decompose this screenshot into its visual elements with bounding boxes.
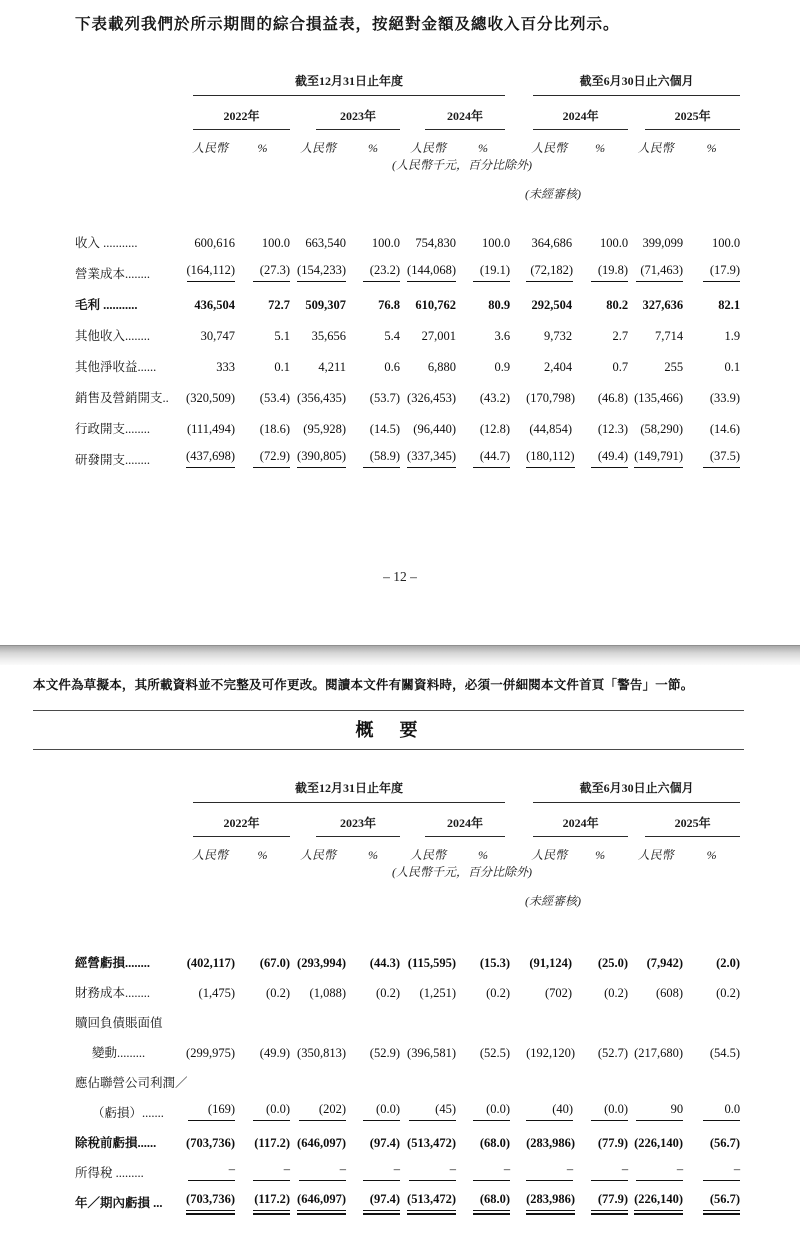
table-cell: (91,124): [529, 956, 573, 970]
table-cell: (96,440): [413, 422, 456, 436]
year-header: 2024年: [425, 814, 505, 837]
table-cell: (49.4): [572, 437, 628, 468]
table-row: [75, 62, 740, 96]
table-cell: (7,942): [646, 956, 684, 970]
table-cell: 754,830: [415, 236, 456, 250]
table-cell: –: [290, 1151, 346, 1181]
table-cell: (68.0): [479, 1136, 511, 1150]
table-cell: 5.4: [384, 329, 400, 343]
table-cell: (68.0): [456, 1181, 510, 1211]
table-row: [75, 837, 740, 863]
table-cell: (58.9): [346, 437, 400, 468]
year-header: 2024年: [425, 107, 505, 130]
table-cell: 2.7: [612, 329, 629, 343]
table-cell: (396,581): [407, 1046, 456, 1060]
row-label: 財務成本........: [75, 986, 151, 1000]
table-cell: (43.2): [479, 391, 511, 405]
year-header: 2022年: [193, 107, 290, 130]
income-statement-table: [75, 62, 740, 468]
table-cell: –: [628, 1151, 683, 1181]
table-cell: –: [346, 1151, 400, 1181]
table-row: [75, 769, 740, 803]
currency-header: 人民幣: [531, 141, 568, 155]
table-cell: (23.2): [346, 251, 400, 282]
table-cell: (17.9): [683, 251, 740, 282]
percent-header: %: [706, 141, 717, 155]
table-cell: 0.9: [494, 360, 511, 374]
year-header: 2025年: [645, 107, 740, 130]
row-label: 經營虧損........: [75, 956, 151, 970]
table-cell: 509,307: [305, 298, 346, 312]
financial-table-top: [75, 62, 740, 468]
page-number: – 12 –: [383, 569, 417, 584]
table-cell: (169): [185, 1091, 235, 1121]
column-group-header: 截至6月30日止六個月: [533, 72, 740, 96]
year-header: 2024年: [533, 107, 628, 130]
table-cell: (14.5): [369, 422, 400, 436]
table-cell: –: [400, 1151, 456, 1181]
table-cell: (52.9): [369, 1046, 400, 1060]
table-cell: (356,435): [297, 391, 346, 405]
column-group-header: 截至6月30日止六個月: [533, 779, 740, 803]
table-cell: (54.5): [709, 1046, 741, 1060]
table-cell: 35,656: [311, 329, 346, 343]
table-cell: (1,088): [309, 986, 346, 1000]
table-cell: 27,001: [421, 329, 456, 343]
column-group-header: 截至12月31日止年度: [193, 779, 505, 803]
table-cell: (19.8): [572, 251, 628, 282]
table-cell: (326,453): [407, 391, 456, 405]
table-row: [75, 375, 740, 406]
table-cell: (49.9): [259, 1046, 290, 1060]
table-cell: (703,736): [186, 1136, 235, 1150]
table-cell: (2.0): [716, 956, 741, 970]
table-cell: (45): [400, 1091, 456, 1121]
table-cell: (337,345): [400, 437, 456, 468]
table-row: [75, 437, 740, 468]
table-cell: (299,975): [186, 1046, 235, 1060]
table-cell: (608): [656, 986, 684, 1000]
table-cell: (111,494): [186, 422, 235, 436]
financial-table-bottom: [75, 769, 740, 1211]
table-cell: (0.0): [456, 1091, 510, 1121]
table-cell: 292,504: [531, 298, 573, 312]
percent-header: %: [257, 848, 268, 862]
table-cell: –: [572, 1151, 628, 1181]
row-label: 除稅前虧損......: [75, 1136, 157, 1150]
table-cell: (77.9): [597, 1136, 629, 1150]
currency-header: 人民幣: [191, 848, 228, 862]
table-cell: 100.0: [711, 236, 741, 250]
table-cell: (71,463): [628, 251, 683, 282]
table-cell: 436,504: [194, 298, 235, 312]
currency-header: 人民幣: [409, 848, 446, 862]
unaudited-note: (未經審核): [525, 187, 581, 201]
table-cell: 100.0: [261, 236, 290, 250]
table-cell: (97.4): [346, 1181, 400, 1211]
table-cell: (217,680): [634, 1046, 684, 1060]
table-cell: 1.9: [724, 329, 741, 343]
summary-loss-table: [75, 769, 740, 1211]
table-cell: –: [456, 1151, 510, 1181]
table-cell: 4,211: [318, 360, 346, 374]
table-cell: (283,986): [526, 1181, 572, 1211]
percent-header: %: [478, 141, 489, 155]
table-cell: (72,182): [526, 251, 572, 282]
unit-note: (人民幣千元，百分比除外): [392, 865, 532, 879]
table-cell: (95,928): [303, 422, 346, 436]
table-row: [75, 941, 740, 971]
unit-note: (人民幣千元，百分比除外): [392, 158, 532, 172]
percent-header: %: [595, 848, 606, 862]
title-top-rule: [33, 710, 744, 711]
percent-header: %: [257, 141, 268, 155]
table-cell: (53.4): [259, 391, 290, 405]
table-cell: (350,813): [297, 1046, 346, 1060]
column-group-header: 截至12月31日止年度: [193, 72, 505, 96]
section-title: 概 要: [355, 720, 422, 740]
table-row: [75, 220, 740, 251]
table-cell: (402,117): [186, 956, 235, 970]
table-row: [75, 1091, 740, 1121]
table-cell: (0.0): [235, 1091, 290, 1121]
table-cell: 82.1: [718, 298, 741, 312]
row-label: 收入 ...........: [75, 236, 138, 250]
table-cell: 100.0: [481, 236, 511, 250]
table-cell: (149,791): [628, 437, 683, 468]
table-cell: (320,509): [186, 391, 235, 405]
table-row: [75, 96, 740, 130]
table-cell: 610,762: [415, 298, 456, 312]
row-label: 行政開支........: [75, 422, 151, 436]
year-header: 2023年: [316, 107, 400, 130]
table-cell: (192,120): [526, 1046, 576, 1060]
table-cell: 100.0: [599, 236, 629, 250]
table-cell: (180,112): [526, 437, 572, 468]
table-cell: (0.2): [716, 986, 741, 1000]
table-cell: (202): [290, 1091, 346, 1121]
table-cell: (18.6): [259, 422, 290, 436]
table-row: [75, 1061, 740, 1091]
table-cell: (67.0): [259, 956, 290, 970]
table-cell: (703,736): [185, 1181, 235, 1211]
currency-header: 人民幣: [637, 141, 674, 155]
table-cell: 72.7: [268, 298, 290, 312]
year-header: 2025年: [645, 814, 740, 837]
table-cell: 30,747: [200, 329, 235, 343]
table-cell: (702): [545, 986, 573, 1000]
table-row: [75, 251, 740, 282]
page-break-divider: [0, 645, 800, 666]
table-cell: 600,616: [194, 236, 235, 250]
percent-header: %: [706, 848, 717, 862]
currency-header: 人民幣: [191, 141, 228, 155]
table-row: [75, 803, 740, 837]
table-cell: 7,714: [654, 329, 684, 343]
table-cell: (437,698): [185, 437, 235, 468]
table-cell: 9,732: [543, 329, 573, 343]
table-cell: (56.7): [709, 1136, 741, 1150]
table-cell: 364,686: [531, 236, 573, 250]
table-cell: (0.2): [376, 986, 400, 1000]
row-label: 所得稅 .........: [75, 1166, 144, 1180]
table-cell: (0.2): [486, 986, 511, 1000]
table-cell: (283,986): [526, 1136, 576, 1150]
table-cell: 80.9: [488, 298, 511, 312]
row-label: 贖回負債賬面值: [75, 1016, 163, 1030]
percent-header: %: [478, 848, 489, 862]
intro-paragraph: 下表載列我們於所示期間的綜合損益表，按絕對金額及總收入百分比列示。: [75, 16, 620, 33]
year-header: 2023年: [316, 814, 400, 837]
table-cell: (27.3): [235, 251, 290, 282]
table-cell: 255: [664, 360, 684, 374]
table-cell: (513,472): [400, 1181, 456, 1211]
table-row: [75, 313, 740, 344]
table-cell: (52.7): [597, 1046, 629, 1060]
row-label: 其他收入........: [75, 329, 151, 343]
currency-header: 人民幣: [531, 848, 568, 862]
table-cell: 0.6: [384, 360, 400, 374]
table-cell: 0.1: [274, 360, 290, 374]
table-cell: (25.0): [597, 956, 629, 970]
table-cell: 399,099: [642, 236, 684, 250]
table-cell: 6,880: [427, 360, 456, 374]
table-cell: (12.3): [597, 422, 629, 436]
currency-header: 人民幣: [637, 848, 674, 862]
table-cell: (14.6): [709, 422, 741, 436]
row-label: 銷售及營銷開支..: [75, 391, 169, 405]
table-cell: (44,854): [529, 422, 573, 436]
table-cell: (12.8): [479, 422, 511, 436]
table-cell: (135,466): [634, 391, 684, 405]
table-cell: (52.5): [479, 1046, 511, 1060]
table-cell: (646,097): [290, 1181, 346, 1211]
row-label: 毛利 ...........: [75, 298, 138, 312]
table-cell: (513,472): [407, 1136, 456, 1150]
table-cell: (646,097): [297, 1136, 346, 1150]
draft-disclaimer: 本文件為草擬本，其所載資料並不完整及可作更改。閱讀本文件有關資料時，必須一併細閱本文件首頁「警告」一節。: [33, 678, 694, 692]
table-cell: 333: [216, 360, 235, 374]
table-cell: –: [683, 1151, 740, 1181]
row-label: （虧損）.......: [92, 1106, 164, 1120]
table-cell: (40): [526, 1091, 572, 1121]
table-cell: (117.2): [254, 1136, 290, 1150]
table-cell: (0.0): [346, 1091, 400, 1121]
table-row: [75, 1121, 740, 1151]
table-cell: (226,140): [628, 1181, 683, 1211]
table-row: [75, 1001, 740, 1031]
table-cell: 3.6: [494, 329, 511, 343]
table-cell: (15.3): [479, 956, 511, 970]
table-cell: 80.2: [606, 298, 629, 312]
table-cell: (226,140): [634, 1136, 684, 1150]
row-label: 變動.........: [92, 1046, 146, 1060]
table-row: [75, 971, 740, 1001]
table-cell: (170,798): [526, 391, 576, 405]
table-cell: 0.7: [612, 360, 629, 374]
table-cell: 327,636: [642, 298, 684, 312]
row-label: 營業成本........: [75, 267, 151, 281]
table-cell: 663,540: [305, 236, 346, 250]
table-cell: (0.2): [266, 986, 290, 1000]
unaudited-note: (未經審核): [525, 894, 581, 908]
row-label: 年／期內虧損 ...: [75, 1196, 163, 1210]
table-cell: (58,290): [640, 422, 684, 436]
row-label: 研發開支........: [75, 453, 151, 467]
table-cell: 76.8: [378, 298, 400, 312]
page-summary: [0, 665, 800, 1237]
table-cell: (77.9): [572, 1181, 628, 1211]
table-cell: (44.7): [456, 437, 510, 468]
table-cell: (46.8): [597, 391, 629, 405]
table-cell: 0.0: [683, 1091, 740, 1121]
table-cell: (72.9): [235, 437, 290, 468]
table-cell: (154,233): [290, 251, 346, 282]
table-cell: (33.9): [709, 391, 741, 405]
table-cell: –: [235, 1151, 290, 1181]
table-cell: (0.0): [572, 1091, 628, 1121]
percent-header: %: [368, 848, 378, 862]
table-cell: –: [185, 1151, 235, 1181]
currency-header: 人民幣: [409, 141, 446, 155]
table-cell: 5.1: [274, 329, 290, 343]
table-cell: (53.7): [369, 391, 400, 405]
table-row: [75, 1181, 740, 1211]
table-row: [75, 1151, 740, 1181]
table-cell: 0.1: [724, 360, 741, 374]
table-cell: (144,068): [400, 251, 456, 282]
table-cell: (1,475): [198, 986, 235, 1000]
table-cell: (117.2): [235, 1181, 290, 1211]
year-header: 2022年: [193, 814, 290, 837]
table-cell: (293,994): [297, 956, 346, 970]
table-row: [75, 282, 740, 313]
table-cell: (97.4): [369, 1136, 400, 1150]
table-cell: (19.1): [456, 251, 510, 282]
row-label: 應佔聯營公司利潤／: [75, 1076, 188, 1090]
percent-header: %: [595, 141, 606, 155]
table-row: [75, 130, 740, 156]
row-label: 其他淨收益......: [75, 360, 157, 374]
currency-header: 人民幣: [299, 848, 336, 862]
table-cell: (115,595): [407, 956, 456, 970]
table-cell: –: [526, 1151, 572, 1181]
table-cell: 2,404: [543, 360, 573, 374]
table-cell: (0.2): [604, 986, 629, 1000]
table-cell: (164,112): [185, 251, 235, 282]
table-cell: (37.5): [683, 437, 740, 468]
table-cell: 100.0: [371, 236, 400, 250]
year-header: 2024年: [533, 814, 628, 837]
percent-header: %: [368, 141, 378, 155]
table-cell: (56.7): [683, 1181, 740, 1211]
table-row: [75, 344, 740, 375]
table-cell: (390,805): [290, 437, 346, 468]
title-bottom-rule: [33, 749, 744, 750]
table-row: [75, 406, 740, 437]
table-cell: 90: [628, 1091, 683, 1121]
table-cell: (44.3): [369, 956, 400, 970]
currency-header: 人民幣: [299, 141, 336, 155]
table-cell: (1,251): [419, 986, 456, 1000]
table-row: [75, 1031, 740, 1061]
